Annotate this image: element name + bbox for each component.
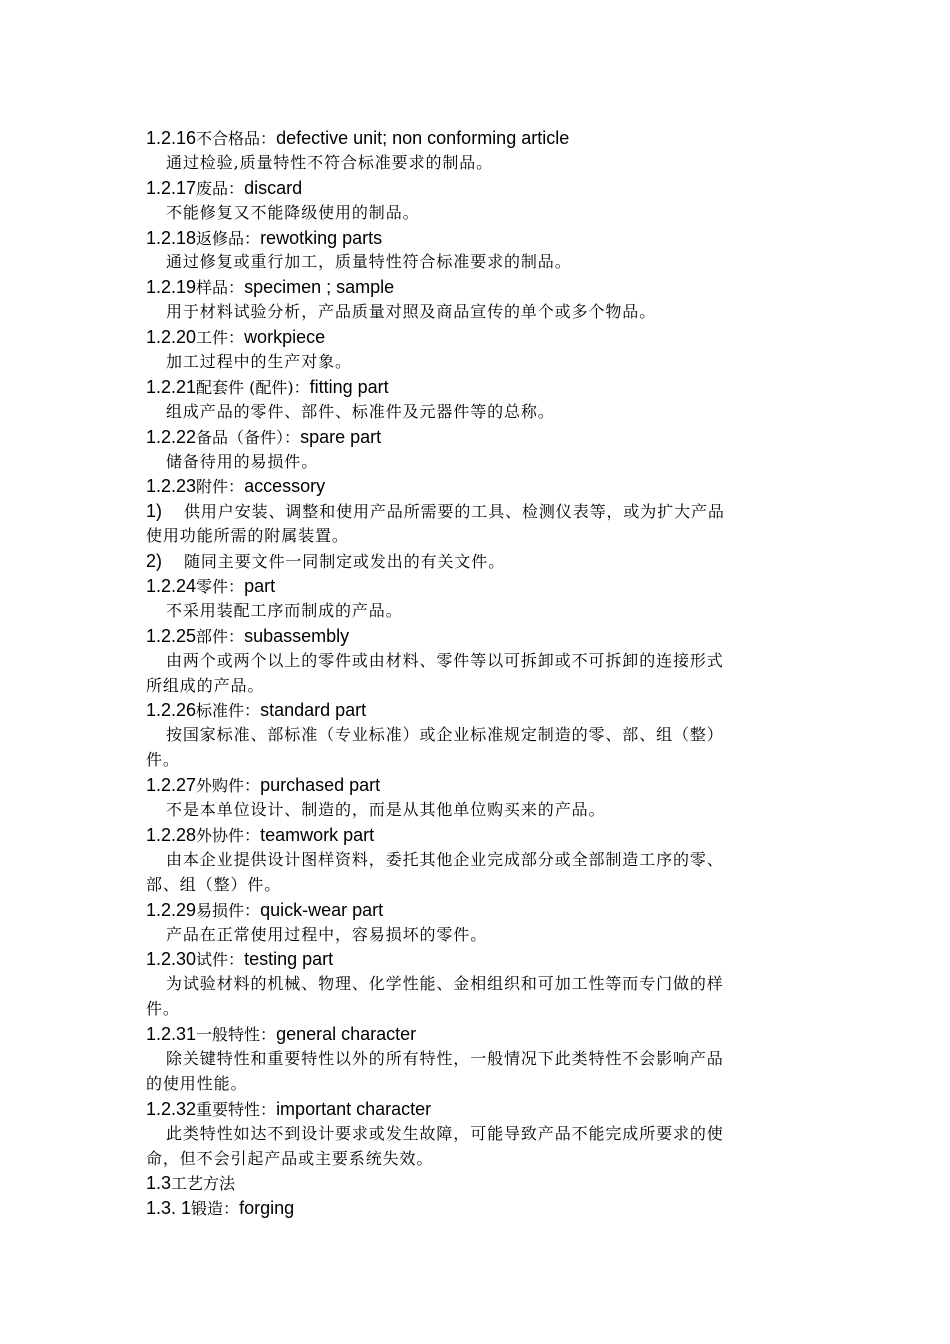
- definition-text: 通过检验,质量特性不符合标准要求的制品。: [166, 152, 494, 172]
- list-text: 供用户安装、调整和使用产品所需要的工具、检测仪表等，或为扩大产品: [184, 502, 725, 522]
- term-heading: [146, 375, 798, 400]
- term-chinese: 重要特性：: [196, 1099, 277, 1119]
- term-chinese: 外购件：: [196, 776, 261, 796]
- term-chinese: 锻造：: [191, 1199, 240, 1219]
- term-number: 1.2.27: [146, 775, 197, 796]
- term-number: 1.2.16: [146, 128, 197, 148]
- term-chinese: 不合格品：: [196, 129, 277, 148]
- term-heading: [146, 624, 798, 649]
- term-chinese: 标准件：: [196, 701, 261, 721]
- term-number: 1.2.19: [146, 277, 197, 298]
- definition-text: 组成产品的零件、部件、标准件及元器件等的总称。: [166, 401, 555, 421]
- term-english: fitting part: [309, 376, 389, 397]
- term-chinese: 工艺方法: [171, 1174, 236, 1194]
- term-number: 1.2.23: [146, 476, 197, 497]
- term-heading: [146, 898, 798, 923]
- term-chinese: 样品：: [196, 278, 245, 298]
- term-heading: [146, 698, 798, 723]
- term-heading: [146, 275, 798, 300]
- definition-continuation: 所组成的产品。: [146, 675, 265, 695]
- term-english: subassembly: [244, 625, 350, 646]
- term-english: part: [244, 576, 276, 597]
- term-chinese: 废品：: [196, 178, 245, 198]
- term-number: 1.2.26: [146, 700, 197, 721]
- definition-text: 由两个或两个以上的零件或由材料、零件等以可拆卸或不可拆卸的连接形式: [166, 650, 724, 670]
- term-chinese: 易损件：: [196, 900, 261, 920]
- definition-continuation: 使用功能所需的附属装置。: [146, 526, 349, 546]
- term-english: defective unit; non conforming article: [276, 128, 570, 148]
- term-heading: [146, 226, 798, 251]
- list-marker: 1): [146, 501, 163, 522]
- definition-text: 储备待用的易损件。: [166, 451, 319, 471]
- definition-text: 除关键特性和重要特性以外的所有特性，一般情况下此类特性不会影响产品: [166, 1048, 724, 1068]
- term-english: forging: [239, 1198, 295, 1219]
- term-heading: [146, 1171, 798, 1196]
- definition-continuation: 件。: [146, 750, 180, 770]
- term-english: discard: [244, 177, 303, 198]
- term-chinese: 备品（备件）：: [196, 427, 301, 447]
- term-heading: [146, 823, 798, 848]
- term-english: testing part: [244, 949, 334, 970]
- term-english: accessory: [244, 476, 326, 497]
- term-chinese: 部件：: [196, 626, 245, 646]
- term-chinese: 工件：: [196, 328, 245, 348]
- definition-text: 按国家标准、部标准（专业标准）或企业标准规定制造的零、部、组（整）: [166, 725, 724, 745]
- definition-text: 此类特性如达不到设计要求或发生故障，可能导致产品不能完成所要求的使: [166, 1123, 724, 1143]
- definition-text: 加工过程中的生产对象。: [166, 352, 352, 372]
- term-english: spare part: [300, 426, 382, 447]
- term-heading: [146, 574, 798, 599]
- term-number: 1.2.25: [146, 625, 197, 646]
- term-number: 1.2.21: [146, 376, 197, 397]
- definition-text: 不采用装配工序而制成的产品。: [166, 600, 403, 620]
- term-english: rewotking parts: [260, 227, 383, 248]
- list-item: [146, 499, 798, 524]
- term-chinese: 试件：: [196, 950, 245, 970]
- term-number: 1.2.28: [146, 824, 197, 845]
- term-english: teamwork part: [260, 824, 375, 845]
- term-english: important character: [276, 1098, 432, 1119]
- term-heading: [146, 1196, 798, 1221]
- term-heading: [146, 947, 798, 972]
- term-heading: [146, 474, 798, 499]
- term-number: 1.2.29: [146, 899, 197, 920]
- definition-text: 产品在正常使用过程中，容易损坏的零件。: [166, 924, 488, 944]
- definition-text: 由本企业提供设计图样资料，委托其他企业完成部分或全部制造工序的零、: [166, 849, 724, 869]
- list-item: [146, 549, 798, 574]
- term-number: 1.2.17: [146, 177, 197, 198]
- term-english: specimen ; sample: [244, 277, 395, 298]
- definition-continuation: 的使用性能。: [146, 1073, 248, 1093]
- definition-continuation: 命，但不会引起产品或主要系统失效。: [146, 1148, 434, 1168]
- term-heading: [146, 425, 798, 450]
- term-number: 1.2.30: [146, 949, 197, 970]
- term-number: 1.2.18: [146, 227, 197, 248]
- term-number: 1.2.22: [146, 426, 197, 447]
- document-page: [146, 126, 798, 1221]
- definition-text: 用于材料试验分析，产品质量对照及商品宣传的单个或多个物品。: [166, 302, 657, 322]
- term-chinese: 外协件：: [196, 825, 261, 845]
- term-heading: [146, 176, 798, 201]
- definition-text: 为试验材料的机械、物理、化学性能、金相组织和可加工性等而专门做的样: [166, 974, 724, 994]
- term-number: 1.3. 1: [146, 1198, 192, 1219]
- definition-text: 不是本单位设计、制造的，而是从其他单位购买来的产品。: [166, 800, 606, 820]
- term-english: general character: [276, 1024, 417, 1045]
- term-heading: [146, 773, 798, 798]
- term-number: 1.3: [146, 1173, 172, 1194]
- term-chinese: 返修品：: [196, 228, 261, 248]
- definition-continuation: 件。: [146, 999, 180, 1019]
- term-heading: [146, 1097, 798, 1122]
- term-chinese: 一般特性：: [196, 1025, 277, 1045]
- definition-continuation: 部、组（整）件。: [146, 874, 282, 894]
- term-number: 1.2.20: [146, 327, 197, 348]
- term-number: 1.2.31: [146, 1024, 197, 1045]
- list-marker: 2): [146, 551, 163, 572]
- term-chinese: 零件：: [196, 577, 245, 597]
- definition-text: 不能修复又不能降级使用的制品。: [166, 202, 420, 222]
- term-english: standard part: [260, 700, 367, 721]
- definition-text: 通过修复或重行加工，质量特性符合标准要求的制品。: [166, 252, 572, 272]
- term-chinese: 附件：: [196, 477, 245, 497]
- term-english: quick-wear part: [260, 899, 384, 920]
- term-number: 1.2.32: [146, 1098, 197, 1119]
- term-heading: [146, 1022, 798, 1047]
- term-english: workpiece: [244, 327, 326, 348]
- term-heading: [146, 126, 798, 151]
- term-number: 1.2.24: [146, 576, 197, 597]
- term-chinese: 配套件 (配件)：: [196, 377, 310, 397]
- list-text: 随同主要文件一同制定或发出的有关文件。: [184, 552, 506, 572]
- term-heading: [146, 325, 798, 350]
- term-english: purchased part: [260, 775, 381, 796]
